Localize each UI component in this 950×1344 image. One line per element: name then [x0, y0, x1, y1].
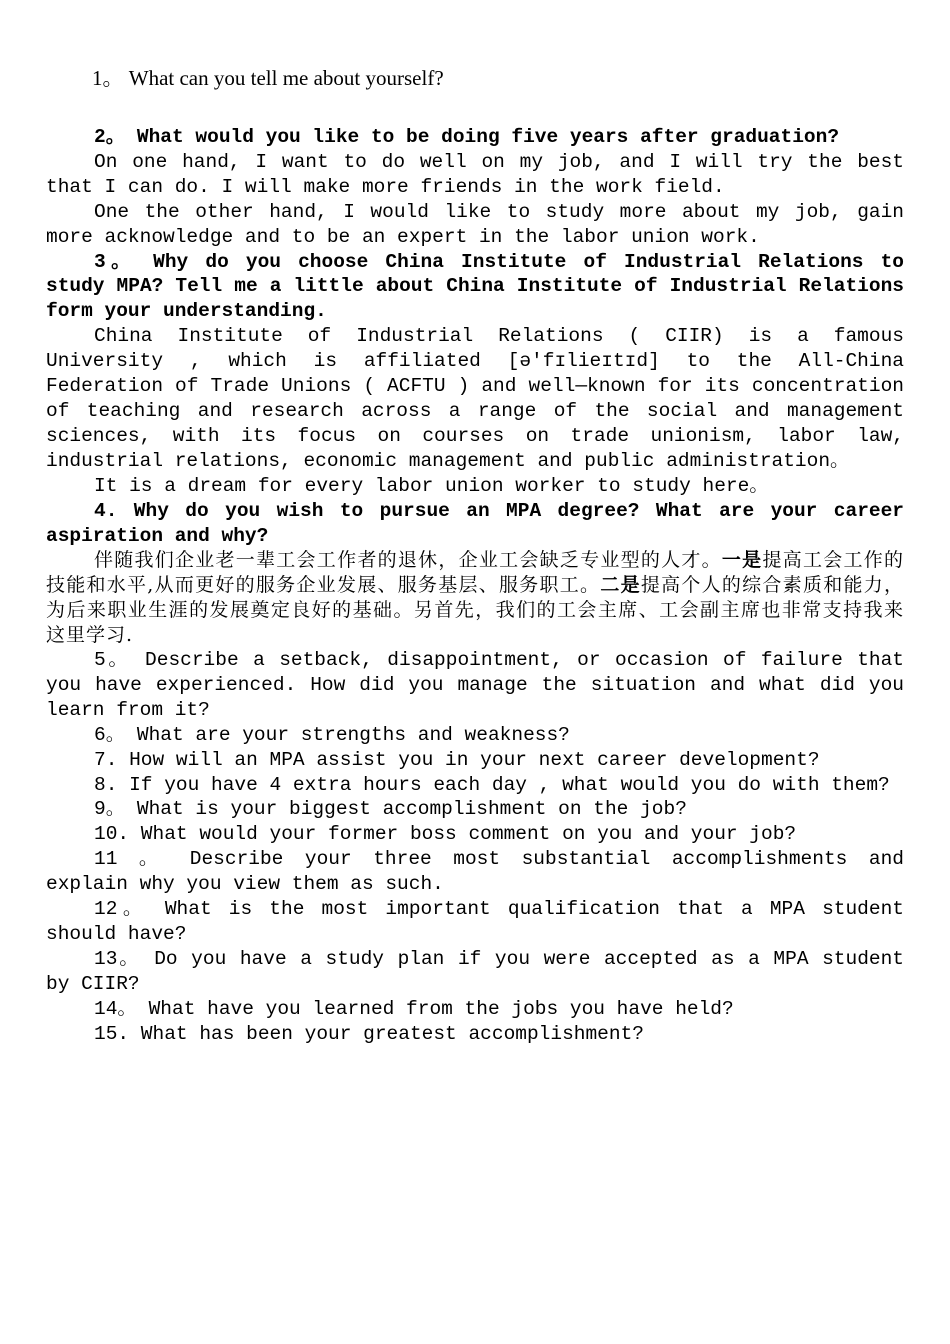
question-12: 12。 What is the most important qualification that a MPA student should have?	[46, 898, 904, 945]
question-13: 13。 Do you have a study plan if you were accepted as a MPA student by CIIR?	[46, 947, 904, 995]
answer-2-paragraph-1: On one hand, I want to do well on my job, and I will try the best that I can do. I will make more friends in the work field.	[46, 150, 904, 198]
answer-4-part-1: 伴随我们企业老一辈工会工作者的退休，企业工会缺乏专业型的人才。	[94, 549, 722, 572]
question-7: 7. How will an MPA assist you in your next career development?	[94, 748, 820, 771]
question-14: 14。 What have you learned from the jobs you have held?	[94, 997, 734, 1020]
answer-3-paragraph-1: China Institute of Industrial Relations ( CIIR) is a famous University , which is affiliated [ə'fɪlieɪtɪd] to the All-China Federation of Trade Unions ( ACFTU ) and well—known for its concentration of teaching and research across a range of the social and management sciences, with its focus on courses on trade unionism, labor law, industrial relations, economic management and public administration。	[46, 325, 904, 472]
question-8: 8. If you have 4 extra hours each day , what would you do with them?	[94, 773, 890, 796]
answer-4-chinese	[46, 548, 904, 648]
document-body	[46, 125, 904, 1047]
answer-4-bold-1: 一是	[721, 549, 763, 572]
question-5: 5。 Describe a setback, disappointment, or occasion of failure that you have experienced. How did you manage the situation and what did you learn from it?	[46, 649, 904, 721]
answer-4-part-3: 提高个人的综合素质和能力，为后来职业生涯的发展奠定良好的基础。另首先，我们的工会主席、工会副主席也非常支持我来这里学习.	[46, 574, 904, 647]
question-3: 3。 Why do you choose China Institute of Industrial Relations to study MPA? Tell me a little about China Institute of Industrial Relations form your understanding.	[46, 250, 904, 323]
question-1: 1。 What can you tell me about yourself?	[92, 66, 444, 90]
question-10: 10. What would your former boss comment on you and your job?	[94, 823, 797, 846]
answer-4-part-2: 提高工会工作的技能和水平,从而更好的服务企业发展、服务基层、服务职工。	[46, 549, 904, 597]
answer-2-paragraph-2: One the other hand, I would like to study more about my job, gain more acknowledge and to be an expert in the labor union work.	[46, 200, 904, 248]
question-6: 6。 What are your strengths and weakness?	[94, 723, 570, 746]
question-11: 11 。 Describe your three most substantial accomplishments and explain why you view them as such.	[46, 848, 904, 896]
question-9: 9。 What is your biggest accomplishment on the job?	[94, 798, 687, 821]
question-2: 2。 What would you like to be doing five years after graduation?	[94, 126, 840, 148]
answer-4-bold-2: 二是	[600, 574, 641, 597]
answer-3-paragraph-2: It is a dream for every labor union worker to study here。	[94, 474, 769, 497]
question-15: 15. What has been your greatest accomplishment?	[94, 1022, 644, 1045]
question-4: 4. Why do you wish to pursue an MPA degree? What are your career aspiration and why?	[46, 499, 904, 547]
